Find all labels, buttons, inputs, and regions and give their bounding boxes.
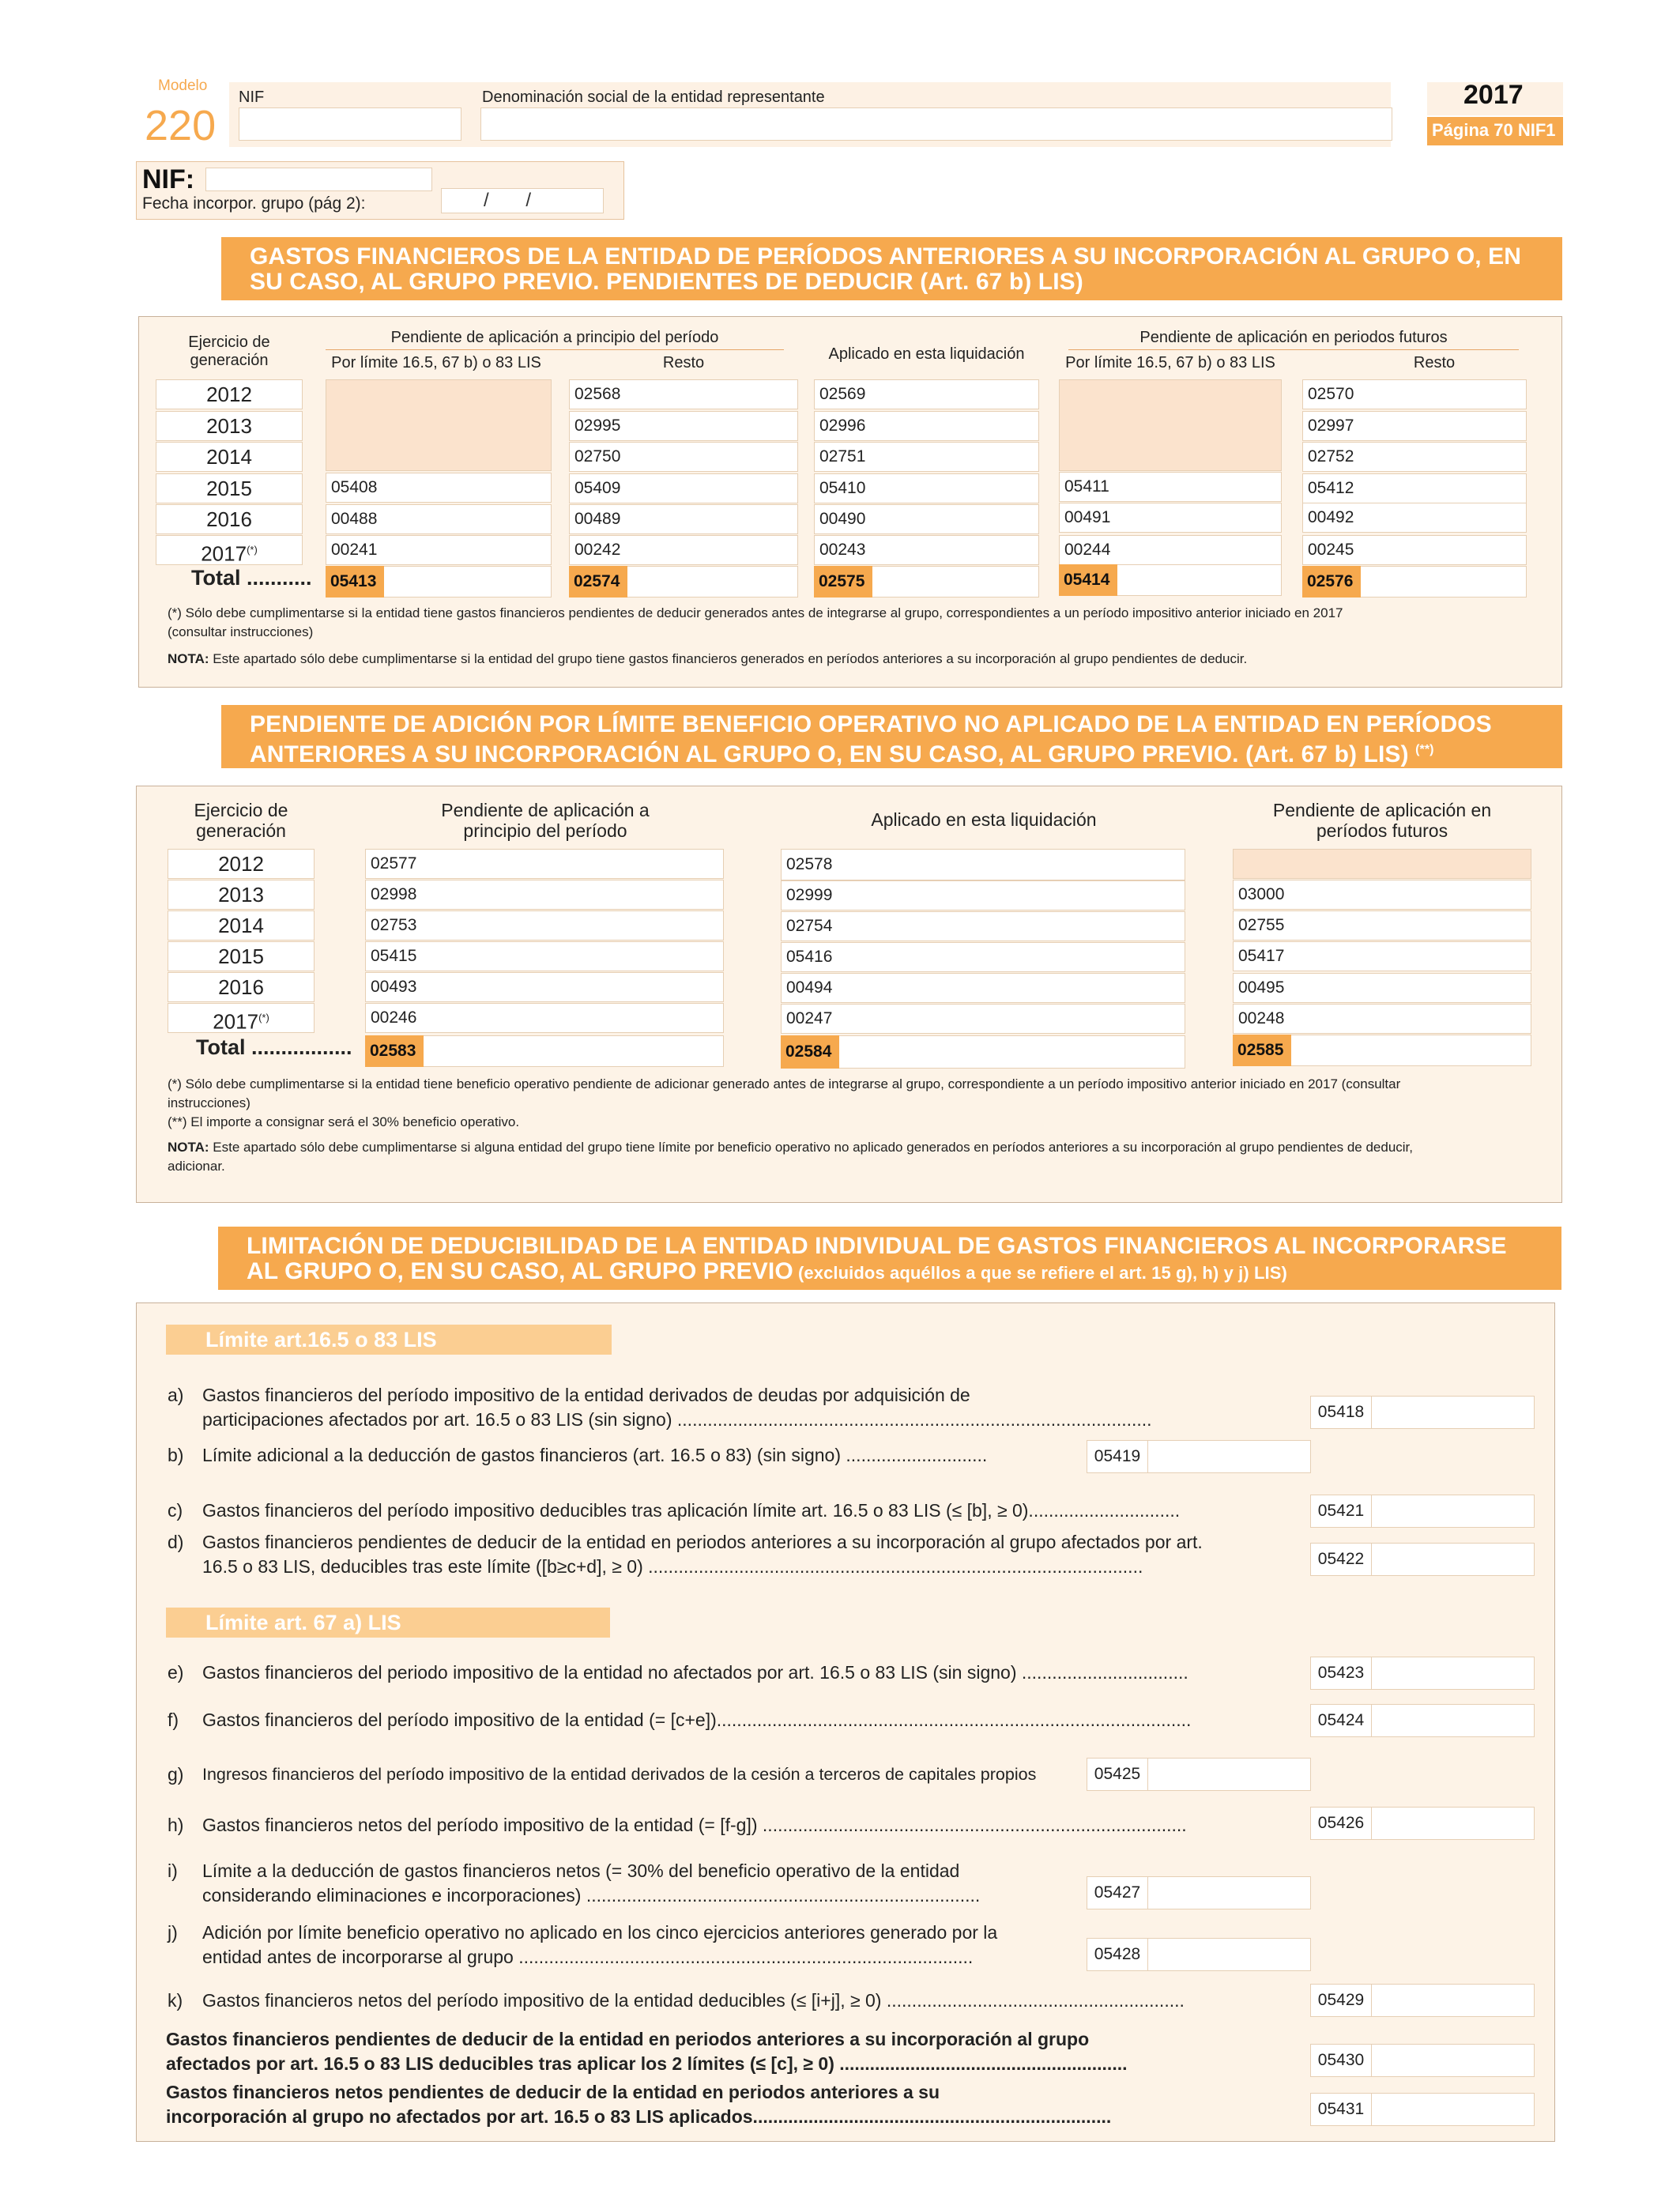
s1-sub-resto2: Resto	[1413, 354, 1456, 371]
s3-code-j: 05428	[1087, 1938, 1148, 1971]
section2-title	[221, 705, 1562, 768]
s3-code-b: 05419	[1087, 1440, 1148, 1473]
s1-c2-r5[interactable]	[569, 535, 798, 565]
s2-c2-total-code-box	[781, 1035, 839, 1069]
s3-code-bold1: 05430	[1310, 2044, 1372, 2077]
s1-c2-r5-code: 00242	[574, 541, 621, 559]
s1-year-2012-text: 2012	[206, 383, 252, 406]
s3-row-k-letter: k)	[168, 1990, 183, 2011]
s1-c3-r5[interactable]	[814, 535, 1039, 565]
s3-row-a-line1: Gastos financieros del período impositivo de la entidad derivados de deudas por adquisición de	[202, 1385, 970, 1405]
s1-c4-total-code-box	[1059, 564, 1117, 596]
s3-code-k: 05429	[1310, 1984, 1372, 2017]
s1-c4-r5[interactable]	[1059, 535, 1282, 565]
section3-title-line1: LIMITACIÓN DE DEDUCIBILIDAD DE LA ENTIDAD INDIVIDUAL DE GASTOS FINANCIEROS AL INCORPORARSE	[247, 1233, 1507, 1259]
s2-c3-r2-code: 02755	[1238, 916, 1285, 934]
s1-c1-total-code: 05413	[330, 572, 377, 590]
s3-row-k-line1: Gastos financieros netos del período impositivo de la entidad deducibles (≤ [i+j], ≥ 0) ...........................................................	[202, 1990, 1185, 2011]
s1-c2-r2-code: 02750	[574, 447, 621, 466]
s3-code-a: 05418	[1310, 1396, 1372, 1429]
section3-title-line2: AL GRUPO O, EN SU CASO, AL GRUPO PREVIO	[247, 1258, 793, 1284]
s1-c3-r2-code: 02751	[819, 447, 866, 466]
s2-year-2016-text: 2016	[218, 975, 264, 999]
s1-c5-r4-code: 00492	[1308, 508, 1354, 526]
s1-c1-r4-code: 00488	[331, 510, 378, 528]
s1-c4-r5-code: 00244	[1064, 541, 1111, 559]
s1-col-aplicado: Aplicado en esta liquidación	[828, 345, 1025, 363]
s2-c2-r3[interactable]	[781, 942, 1185, 972]
s2-c1-r1[interactable]	[365, 880, 724, 910]
s1-c3-r3[interactable]	[814, 473, 1039, 503]
s2-c2-r2-code: 02754	[786, 917, 833, 935]
s1-c4-total-code: 05414	[1064, 571, 1110, 589]
s1-c2-total-code-box	[569, 566, 627, 598]
s1-c4-r3[interactable]	[1059, 472, 1282, 502]
s2-c1-r2-code: 02753	[371, 916, 417, 934]
s1-note1-line2: (consultar instrucciones)	[168, 624, 314, 639]
s1-group1: Pendiente de aplicación a principio del período	[390, 329, 719, 346]
s2-c1-r4-code: 00493	[371, 978, 417, 996]
s1-sub-limite2: Por límite 16.5, 67 b) o 83 LIS	[1065, 354, 1275, 371]
s1-c2-r4-code: 00489	[574, 510, 621, 528]
s1-total-label: Total ...........	[191, 566, 312, 590]
s1-c1-r5[interactable]	[326, 535, 552, 565]
s3-row-e-line1: Gastos financieros del periodo impositivo de la entidad no afectados por art. 16.5 o 83 LIS (sin signo) .................................	[202, 1662, 1188, 1683]
s2-c2-r0-code: 02578	[786, 855, 833, 873]
s2-notes	[168, 1075, 1543, 1176]
s1-c3-r0[interactable]	[814, 379, 1039, 409]
s2-c1-r3-code: 05415	[371, 947, 417, 965]
s1-year-2017-sup: (*)	[247, 544, 258, 556]
s1-year-2012	[156, 379, 303, 409]
section1-title-line2: SU CASO, AL GRUPO PREVIO. PENDIENTES DE DEDUCIR (Art. 67 b) LIS)	[250, 269, 1083, 295]
s1-sub-resto1: Resto	[662, 354, 705, 371]
s2-c1-r2[interactable]	[365, 910, 724, 941]
s1-c2-r0[interactable]	[569, 379, 798, 409]
s3-row-h-line1: Gastos financieros netos del período impositivo de la entidad (= [f-g]) ....................................................................................	[202, 1815, 1187, 1835]
s1-year-2017	[156, 535, 303, 565]
s2-c3-blocked	[1233, 849, 1531, 879]
s2-c3-r3[interactable]	[1233, 941, 1531, 971]
s1-c3-r4-code: 00490	[819, 510, 866, 528]
s2-c3-total-code: 02585	[1237, 1041, 1284, 1059]
s2-year-2014-text: 2014	[218, 914, 264, 937]
section3-title-line2-wrap	[247, 1259, 1561, 1286]
section2-title-line2: ANTERIORES A SU INCORPORACIÓN AL GRUPO O, EN SU CASO, AL GRUPO PREVIO. (Art. 67 b) LIS)	[250, 741, 1409, 767]
s1-year-2013	[156, 411, 303, 441]
s2-c1-r0-code: 02577	[371, 854, 417, 873]
s2-c3-r4[interactable]	[1233, 973, 1531, 1003]
s2-year-2014	[168, 910, 315, 941]
s1-c1-r3[interactable]	[326, 473, 552, 503]
s1-c5-total-code: 02576	[1307, 572, 1354, 590]
s1-c5-r2-code: 02752	[1308, 447, 1354, 466]
s2-total-label: Total .................	[196, 1035, 352, 1059]
s3-row-i-line1: Límite a la deducción de gastos financieros netos (= 30% del beneficio operativo de la entidad	[202, 1860, 960, 1881]
s1-nota-text: Este apartado sólo debe cumplimentarse si la entidad del grupo tiene gastos financieros generados en períodos anteriores a su incorporación al grupo pendientes de deducir.	[209, 651, 1248, 666]
s1-sub-limite1: Por límite 16.5, 67 b) o 83 LIS	[331, 354, 541, 371]
page-label: Página 70 NIF1	[1432, 120, 1556, 140]
s1-c4-r4[interactable]	[1059, 503, 1282, 533]
s1-c3-total-code-box	[814, 566, 872, 598]
s2-col2: Aplicado en esta liquidación	[871, 809, 1097, 830]
s1-c4-r3-code: 05411	[1064, 477, 1109, 496]
s1-c3-r2[interactable]	[814, 442, 1039, 472]
s2-c1-r1-code: 02998	[371, 885, 417, 903]
s2-year-2013	[168, 880, 315, 910]
s1-nota	[168, 650, 1543, 669]
s3-row-j-line2: entidad antes de incorporarse al grupo ..........................................................................................	[202, 1947, 974, 1967]
s3-code-i: 05427	[1087, 1876, 1148, 1909]
section3-title-small: (excluidos aquéllos a que se refiere el art. 15 g), h) y j) LIS)	[793, 1263, 1287, 1283]
s1-c2-total-code: 02574	[574, 572, 620, 590]
nif-input[interactable]	[239, 107, 461, 141]
s2-c2-r5[interactable]	[781, 1004, 1185, 1034]
section3-title	[218, 1227, 1561, 1290]
s1-c2-r1-code: 02995	[574, 417, 621, 435]
s1-c3-r5-code: 00243	[819, 541, 866, 559]
section1-title-line1: GASTOS FINANCIEROS DE LA ENTIDAD DE PERÍODOS ANTERIORES A SU INCORPORACIÓN AL GRUPO O, EN	[250, 243, 1522, 270]
s1-c1-r3-code: 05408	[331, 478, 378, 496]
s2-c2-r3-code: 05416	[786, 948, 833, 966]
s3-row-b-line1: Límite adicional a la deducción de gastos financieros (art. 16.5 o 83) (sin signo) ............................	[202, 1445, 988, 1465]
s1-c2-r3-code: 05409	[574, 479, 621, 497]
s1-col-year: Ejercicio de generación	[188, 334, 270, 369]
s2-c2-total[interactable]	[781, 1035, 1185, 1069]
s2-year-2017	[168, 1003, 315, 1033]
s1-c5-r0-code: 02570	[1308, 385, 1354, 403]
s1-c5-r3[interactable]	[1302, 473, 1527, 503]
s1-c1-total-code-box	[326, 566, 384, 598]
s2-year-2012-text: 2012	[218, 852, 264, 876]
s1-c5-r0[interactable]	[1302, 379, 1527, 409]
s3-row-a-letter: a)	[168, 1385, 184, 1405]
s3-code-f: 05424	[1310, 1704, 1372, 1737]
s1-c5-r1[interactable]	[1302, 411, 1527, 441]
s2-col-year: Ejercicio de generación	[194, 800, 288, 841]
s3-row-g-letter: g)	[168, 1764, 184, 1785]
s2-c1-r0[interactable]	[365, 849, 724, 879]
s1-c2-r4[interactable]	[569, 504, 798, 534]
s1-year-2015	[156, 473, 303, 503]
section2-title-sup: (**)	[1415, 743, 1434, 756]
s1-c3-r1[interactable]	[814, 411, 1039, 441]
s3-row-c-letter: c)	[168, 1500, 183, 1521]
s2-c1-r5[interactable]	[365, 1003, 724, 1033]
s3-row-e-letter: e)	[168, 1662, 184, 1683]
s2-c1-total-code-box	[365, 1035, 424, 1067]
s3-bold1-line1: Gastos financieros pendientes de deducir de la entidad en periodos anteriores a su incorporación al grupo	[166, 2029, 1090, 2049]
denominacion-label: Denominación social de la entidad representante	[482, 89, 825, 106]
s2-nota-text2: adicionar.	[168, 1159, 225, 1174]
s3-row-h-letter: h)	[168, 1815, 184, 1835]
s2-c3-r1-code: 03000	[1238, 885, 1285, 903]
s3-row-a-line2: participaciones afectados por art. 16.5 o 83 LIS (sin signo) ..............................................................................................	[202, 1409, 1152, 1430]
s2-c3-r5[interactable]	[1233, 1004, 1531, 1034]
s1-c3-total-code: 02575	[819, 572, 865, 590]
s1-year-2015-text: 2015	[206, 477, 252, 500]
s2-c2-r1[interactable]	[781, 880, 1185, 910]
s3-sub1: Límite art.16.5 o 83 LIS	[166, 1325, 612, 1355]
s2-year-2015	[168, 941, 315, 971]
s1-nota-label: NOTA:	[168, 651, 209, 666]
s2-nota-text: Este apartado sólo debe cumplimentarse si alguna entidad del grupo tiene límite por beneficio operativo no aplicado generados en períodos anteriores a su incorporación al grupo pendientes de deducir,	[209, 1140, 1414, 1155]
s2-c2-total-code: 02584	[785, 1042, 832, 1061]
s2-year-2016	[168, 972, 315, 1002]
s2-note2: (**) El importe a consignar será el 30% beneficio operativo.	[168, 1114, 520, 1129]
s2-c2-r4[interactable]	[781, 973, 1185, 1003]
s2-nota	[168, 1138, 1543, 1157]
s1-c3-r1-code: 02996	[819, 417, 866, 435]
nif-box-label: NIF:	[142, 164, 195, 194]
s1-c2-r2[interactable]	[569, 442, 798, 472]
nif-box-input[interactable]	[205, 168, 432, 191]
s3-row-c-line1: Gastos financieros del período impositivo deducibles tras aplicación límite art. 16.5 o 83 LIS (≤ [b], ≥ 0)..............................	[202, 1500, 1181, 1521]
s2-c3-r3-code: 05417	[1238, 947, 1285, 965]
s2-col1: Pendiente de aplicación a principio del período	[441, 800, 650, 841]
s1-year-2016-text: 2016	[206, 507, 252, 531]
s1-year-2014	[156, 442, 303, 472]
s3-row-i-line2: considerando eliminaciones e incorporaciones) ..............................................................................	[202, 1885, 981, 1906]
s1-c3-r0-code: 02569	[819, 385, 866, 403]
s3-code-h: 05426	[1310, 1807, 1372, 1840]
s1-c1-r4[interactable]	[326, 504, 552, 534]
s3-code-c: 05421	[1310, 1495, 1372, 1528]
s2-c3-r5-code: 00248	[1238, 1009, 1285, 1027]
s1-year-2016	[156, 504, 303, 534]
s3-bold2-line2: incorporación al grupo no afectados por art. 16.5 o 83 LIS aplicados.......................................................................	[166, 2106, 1112, 2127]
s1-col1-blocked	[326, 379, 552, 471]
s3-row-j-line1: Adición por límite beneficio operativo no aplicado en los cinco ejercicios anteriores generado por la	[202, 1922, 998, 1943]
s1-note1	[168, 604, 1543, 669]
section2-title-line2-wrap	[250, 737, 1562, 767]
s1-group2-line	[1068, 349, 1519, 350]
s3-row-j-letter: j)	[168, 1922, 178, 1943]
s2-c1-r4[interactable]	[365, 972, 724, 1002]
s2-year-2017-text: 2017	[213, 1009, 259, 1034]
modelo-number: 220	[145, 102, 217, 149]
s1-c5-r5-code: 00245	[1308, 541, 1354, 559]
s3-code-bold2: 05431	[1310, 2093, 1372, 2126]
s2-c1-r5-code: 00246	[371, 1008, 417, 1027]
s3-row-g-line1: Ingresos financieros del período impositivo de la entidad derivados de la cesión a terceros de capitales propios	[202, 1765, 1037, 1784]
s1-c1-r5-code: 00241	[331, 541, 378, 559]
section2-title-line1: PENDIENTE DE ADICIÓN POR LÍMITE BENEFICIO OPERATIVO NO APLICADO DE LA ENTIDAD EN PERÍODOS	[250, 711, 1492, 737]
s2-col3: Pendiente de aplicación en períodos futuros	[1272, 800, 1492, 841]
s3-row-b-letter: b)	[168, 1445, 184, 1465]
modelo-label: Modelo	[158, 77, 208, 94]
s2-c2-r2[interactable]	[781, 911, 1185, 941]
s2-c1-total-code: 02583	[370, 1042, 416, 1060]
s2-c3-total-code-box	[1233, 1035, 1291, 1066]
denominacion-input[interactable]	[480, 107, 1392, 141]
s2-c2-r4-code: 00494	[786, 978, 833, 997]
s3-row-d-line2: 16.5 o 83 LIS, deducibles tras este límite ([b≥c+d], ≥ 0) ..................................................................................................	[202, 1556, 1143, 1577]
s1-note1-line1: (*) Sólo debe cumplimentarse si la entidad tiene gastos financieros pendientes de deducir generados antes de integrarse al grupo, correspondientes a un período impositivo anterior iniciado en 2017	[168, 605, 1343, 620]
s1-c2-r3[interactable]	[569, 473, 798, 503]
s3-bold1-line2: afectados por art. 16.5 o 83 LIS deducibles tras aplicar los 2 límites (≤ [c], ≥ 0) .........................................................	[166, 2053, 1128, 2074]
s3-code-d: 05422	[1310, 1543, 1372, 1576]
s3-row-d-line1: Gastos financieros pendientes de deducir de la entidad en periodos anteriores a su incorporación al grupo afectados por art.	[202, 1532, 1203, 1552]
s2-note1-line2: instrucciones)	[168, 1095, 250, 1110]
s2-c2-r1-code: 02999	[786, 886, 833, 904]
s1-year-2013-text: 2013	[206, 414, 252, 438]
s3-sub2: Límite art. 67 a) LIS	[166, 1608, 610, 1638]
s1-c5-r2[interactable]	[1302, 442, 1527, 472]
s1-col4-blocked	[1059, 379, 1282, 471]
section1-title	[221, 237, 1562, 300]
s1-c5-r3-code: 05412	[1308, 479, 1354, 497]
s3-row-f-line1: Gastos financieros del período impositivo de la entidad (= [c+e])..............................................................................................	[202, 1710, 1192, 1730]
s3-row-i-letter: i)	[168, 1860, 178, 1881]
s1-group1-line	[326, 349, 784, 350]
s1-c2-r0-code: 02568	[574, 385, 621, 403]
s1-c5-total-code-box	[1302, 566, 1361, 598]
s2-nota-label: NOTA:	[168, 1140, 209, 1155]
s3-bold2-line1: Gastos financieros netos pendientes de deducir de la entidad en periodos anteriores a su	[166, 2082, 940, 2102]
s2-year-2013-text: 2013	[218, 883, 264, 907]
s2-c2-r0[interactable]	[781, 849, 1185, 880]
s1-c2-r1[interactable]	[569, 411, 798, 441]
s1-c5-r4[interactable]	[1302, 503, 1527, 533]
s1-year-2014-text: 2014	[206, 445, 252, 469]
s2-year-2017-sup: (*)	[258, 1012, 269, 1023]
s3-code-g: 05425	[1087, 1758, 1148, 1791]
s2-c3-r4-code: 00495	[1238, 978, 1285, 997]
header-year: 2017	[1463, 80, 1524, 110]
s1-c5-r1-code: 02997	[1308, 417, 1354, 435]
s2-c3-r1[interactable]	[1233, 880, 1531, 910]
s3-code-e: 05423	[1310, 1657, 1372, 1690]
s2-year-2012	[168, 849, 315, 879]
s2-c3-r2[interactable]	[1233, 910, 1531, 941]
s2-note1-line1: (*) Sólo debe cumplimentarse si la entidad tiene beneficio operativo pendiente de adicionar generado antes de integrarse al grupo, correspondiente a un período impositivo anterior iniciado en 2017 (consultar	[168, 1076, 1401, 1091]
fecha-sep: / /	[484, 190, 532, 211]
s1-group2: Pendiente de aplicación en periodos futuros	[1139, 329, 1448, 346]
s2-c1-r3[interactable]	[365, 941, 724, 971]
fecha-label: Fecha incorpor. grupo (pág 2):	[142, 194, 366, 213]
s1-c5-r5[interactable]	[1302, 535, 1527, 565]
s1-c4-r4-code: 00491	[1064, 508, 1111, 526]
s1-year-2017-text: 2017	[201, 541, 247, 566]
s2-c2-r5-code: 00247	[786, 1009, 833, 1027]
s2-year-2015-text: 2015	[218, 944, 264, 968]
s3-row-f-letter: f)	[168, 1710, 179, 1730]
nif-label: NIF	[239, 89, 265, 106]
s1-c3-r4[interactable]	[814, 504, 1039, 534]
s3-row-d-letter: d)	[168, 1532, 184, 1552]
s1-c3-r3-code: 05410	[819, 479, 866, 497]
